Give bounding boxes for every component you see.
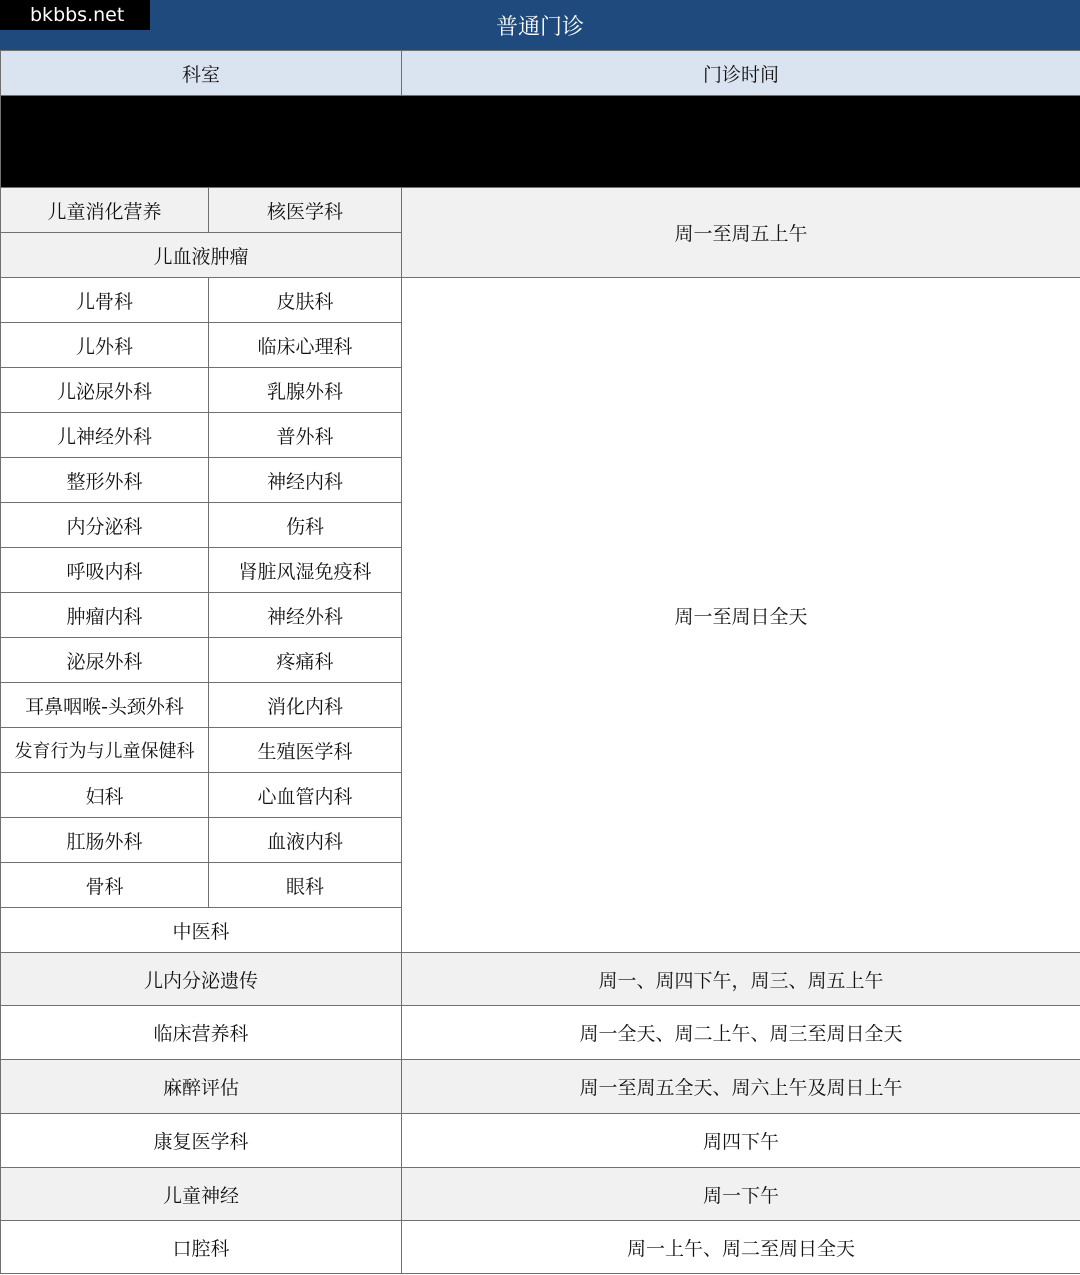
- table-row: [1, 1221, 1080, 1274]
- redacted-block: [1, 96, 1080, 188]
- department-cell: 生殖医学科: [209, 728, 402, 773]
- table-row: [1, 1168, 1080, 1221]
- hours-cell: 周一、周四下午，周三、周五上午: [402, 953, 1080, 1006]
- department-cell: 血液内科: [209, 818, 402, 863]
- department-cell: 口腔科: [1, 1221, 402, 1274]
- table-row: [1, 1006, 1080, 1060]
- schedule-table: [0, 50, 1080, 1274]
- department-cell: 内分泌科: [1, 503, 209, 548]
- department-cell: 骨科: [1, 863, 209, 908]
- department-cell: 肾脏风湿免疫科: [209, 548, 402, 593]
- department-cell: 眼科: [209, 863, 402, 908]
- title-text: 普通门诊: [495, 14, 584, 40]
- table-row: [1, 953, 1080, 1006]
- department-cell: 康复医学科: [1, 1114, 402, 1168]
- hours-cell: 周一全天、周二上午、周三至周日全天: [402, 1006, 1080, 1060]
- redacted-row: [1, 96, 1080, 188]
- department-cell: 临床营养科: [1, 1006, 402, 1060]
- department-cell: 中医科: [1, 908, 402, 953]
- department-cell: 儿童消化营养: [1, 188, 209, 233]
- table-row: [1, 278, 1080, 323]
- hours-cell: 周一上午、周二至周日全天: [402, 1221, 1080, 1274]
- department-cell: 皮肤科: [209, 278, 402, 323]
- department-cell: 儿童神经: [1, 1168, 402, 1221]
- hours-cell: 周一至周五全天、周六上午及周日上午: [402, 1060, 1080, 1114]
- table-row: [1, 188, 1080, 233]
- department-cell: 妇科: [1, 773, 209, 818]
- department-cell: 麻醉评估: [1, 1060, 402, 1114]
- department-cell: 耳鼻咽喉-头颈外科: [1, 683, 209, 728]
- department-cell: 儿外科: [1, 323, 209, 368]
- watermark-text: bkbbs.net: [30, 4, 125, 26]
- hours-cell: 周一至周五上午: [402, 188, 1080, 278]
- page-title: [0, 0, 1080, 50]
- department-cell: 核医学科: [209, 188, 402, 233]
- department-cell: 呼吸内科: [1, 548, 209, 593]
- table-row: [1, 1060, 1080, 1114]
- department-cell: 神经外科: [209, 593, 402, 638]
- department-cell: 临床心理科: [209, 323, 402, 368]
- department-cell: 神经内科: [209, 458, 402, 503]
- hours-cell: 周一下午: [402, 1168, 1080, 1221]
- department-cell: 消化内科: [209, 683, 402, 728]
- department-cell: 儿内分泌遗传: [1, 953, 402, 1006]
- watermark: [0, 0, 150, 30]
- department-cell: 儿泌尿外科: [1, 368, 209, 413]
- department-cell: 肛肠外科: [1, 818, 209, 863]
- department-cell: 儿神经外科: [1, 413, 209, 458]
- department-cell: 伤科: [209, 503, 402, 548]
- department-cell: 肿瘤内科: [1, 593, 209, 638]
- department-cell: 整形外科: [1, 458, 209, 503]
- header-row: [1, 51, 1080, 96]
- header-department: 科室: [1, 51, 402, 96]
- department-cell: 乳腺外科: [209, 368, 402, 413]
- hours-cell: 周一至周日全天: [402, 278, 1080, 953]
- department-cell: 儿血液肿瘤: [1, 233, 402, 278]
- department-cell: 普外科: [209, 413, 402, 458]
- table-row: [1, 1114, 1080, 1168]
- department-cell: 发育行为与儿童保健科: [1, 728, 209, 773]
- header-hours: 门诊时间: [402, 51, 1080, 96]
- department-cell: 疼痛科: [209, 638, 402, 683]
- department-cell: 泌尿外科: [1, 638, 209, 683]
- department-cell: 儿骨科: [1, 278, 209, 323]
- department-cell: 心血管内科: [209, 773, 402, 818]
- hours-cell: 周四下午: [402, 1114, 1080, 1168]
